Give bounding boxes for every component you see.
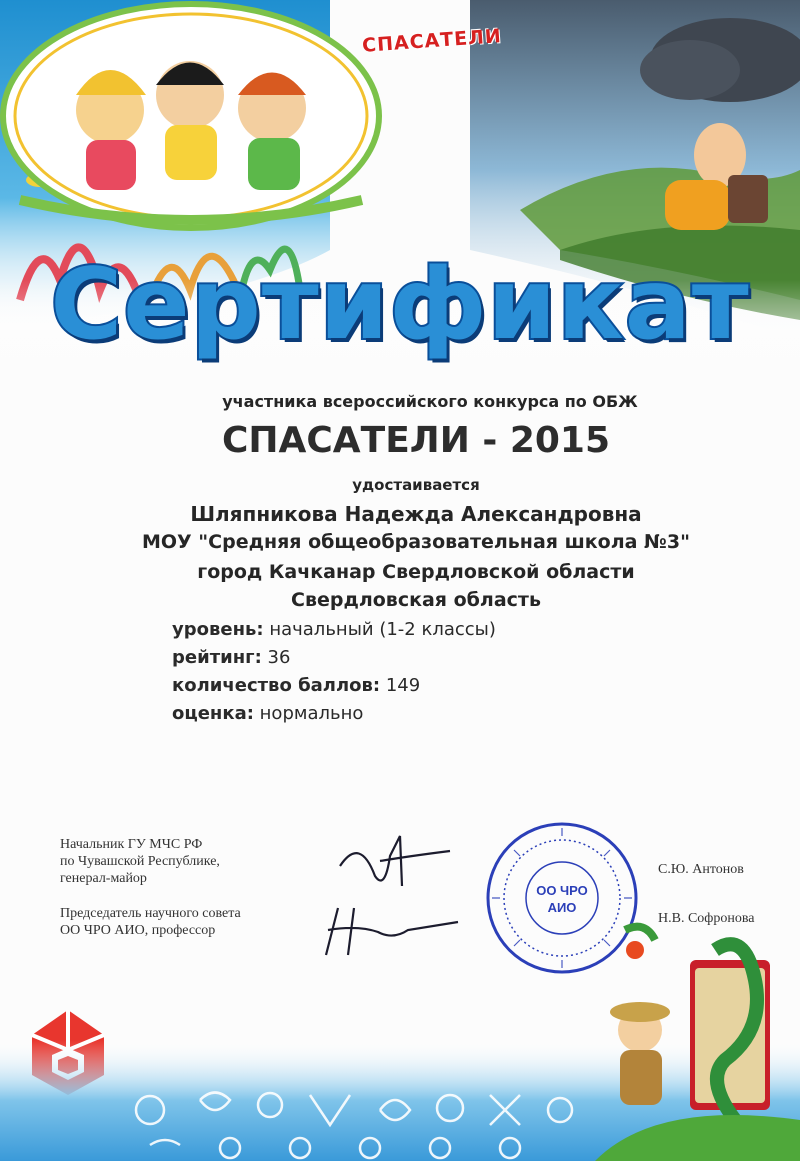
recipient-name: Шляпникова Надежда Александровна xyxy=(190,502,642,526)
field-grade-value: нормально xyxy=(259,703,364,724)
signatory-2-title xyxy=(60,905,241,939)
awarded-label: удостаивается xyxy=(352,476,480,494)
field-level xyxy=(172,619,496,640)
field-score-value: 149 xyxy=(385,675,421,696)
signatory-2-line1: Председатель научного совета xyxy=(60,906,241,921)
stamp-center-line1: ОО ЧРО xyxy=(536,883,588,898)
field-level-value: начальный (1-2 классы) xyxy=(269,619,496,640)
signature-1 xyxy=(330,826,460,896)
field-rating xyxy=(172,647,290,668)
stamp-center-line2: АИО xyxy=(547,900,577,915)
signatory-1-line2: по Чувашской Республике, xyxy=(60,854,220,869)
field-score xyxy=(172,675,420,696)
contest-name: СПАСАТЕЛИ - 2015 xyxy=(221,420,611,461)
logo-title: СПАСАТЕЛИ xyxy=(361,25,503,57)
city-line: город Качканар Свердловской области xyxy=(197,561,635,583)
certificate-title: Сертификат xyxy=(50,248,750,362)
signatory-2-line2: ОО ЧРО АИО, профессор xyxy=(60,923,216,938)
signature-2 xyxy=(318,900,468,960)
field-rating-value: 36 xyxy=(267,647,291,668)
contest-logo xyxy=(0,0,382,232)
signatory-1-title xyxy=(60,836,220,887)
field-level-label: уровень: xyxy=(172,619,264,640)
school-name: МОУ "Средняя общеобразовательная школа №3" xyxy=(141,531,691,553)
region-line: Свердловская область xyxy=(291,589,541,611)
signatory-1-line1: Начальник ГУ МЧС РФ xyxy=(60,837,203,852)
header-illustration xyxy=(0,0,800,380)
field-grade-label: оценка: xyxy=(172,703,254,724)
explorer-illustration xyxy=(595,920,800,1161)
signatory-2-name: Н.В. Софронова xyxy=(658,911,755,926)
signatory-1-name: С.Ю. Антонов xyxy=(658,862,744,877)
field-rating-label: рейтинг: xyxy=(172,647,262,668)
field-grade xyxy=(172,703,363,724)
signatory-1-line3: генерал-майор xyxy=(60,871,147,886)
participant-line: участника всероссийского конкурса по ОБЖ xyxy=(222,392,638,411)
field-score-label: количество баллов: xyxy=(172,675,381,696)
